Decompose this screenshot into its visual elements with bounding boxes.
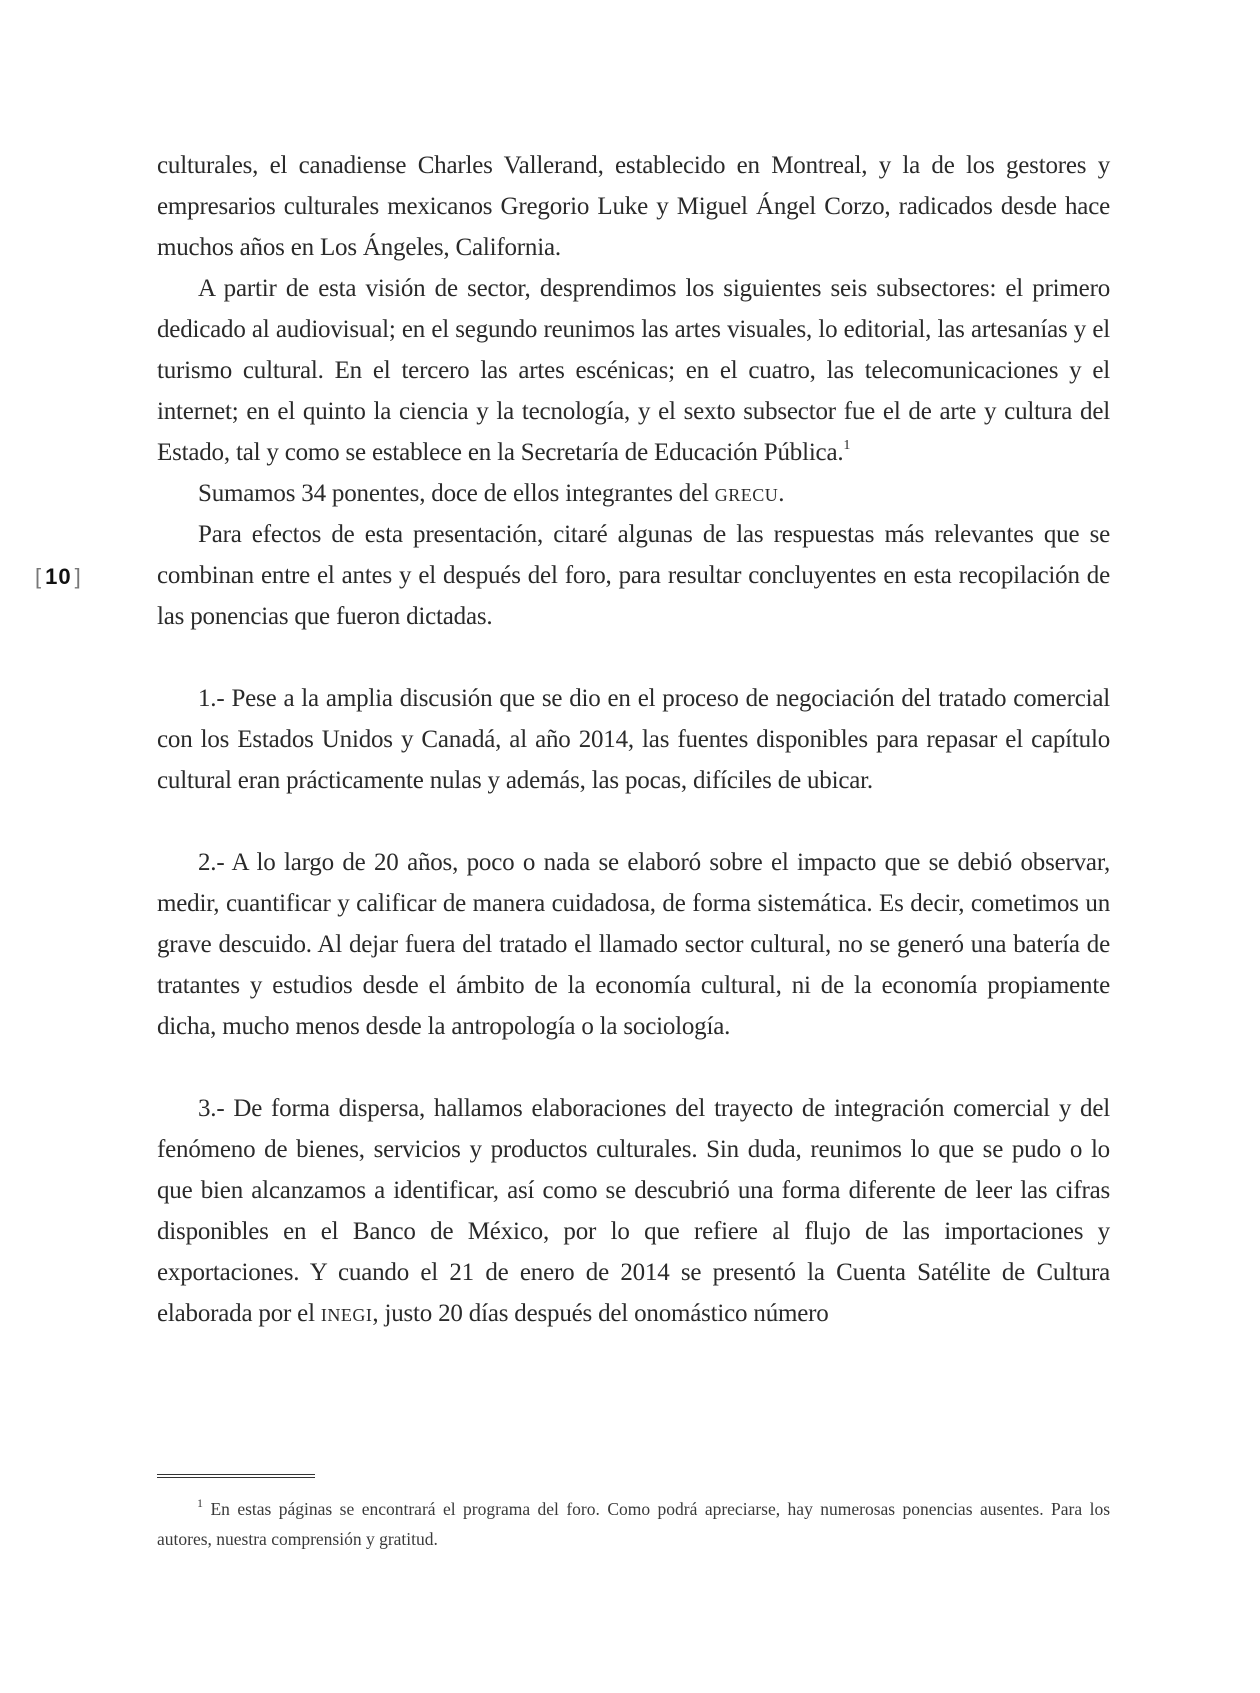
body-text xyxy=(157,145,1110,1334)
paragraph-ponentes xyxy=(157,473,1110,514)
numbered-point-3 xyxy=(157,1088,1110,1334)
numbered-point-1 xyxy=(157,678,1110,801)
page-number-bracket-open: [ xyxy=(35,564,43,589)
footnote-1 xyxy=(157,1494,1110,1554)
acronym-inegi: inegi xyxy=(320,1300,373,1327)
page-number-bracket-close: ] xyxy=(74,564,82,589)
numbered-point-2 xyxy=(157,842,1110,1047)
page-number xyxy=(35,564,82,590)
paragraph-text: 2.- A lo largo de 20 años, poco o nada se elaboró sobre el impacto que se debió observar, medir, cuantificar y calificar de manera cuidadosa, de forma sistemática. Es decir, cometimos un grave descuido. Al dejar fuera del tratado el llamado sector cultural, no se generó una batería de tratantes y estudios desde el ámbito de la economía cultural, ni de la economía propiamente dicha, mucho menos desde la antropología o la sociología. xyxy=(157,849,1110,1040)
paragraph-text: . xyxy=(778,480,785,507)
paragraph-text: , justo 20 días después del onomástico número xyxy=(372,1300,829,1327)
footnote-divider xyxy=(157,1474,315,1478)
paragraph-text: Para efectos de esta presentación, citaré algunas de las respuestas más relevantes que se combinan entre el antes y el después del foro, para resultar concluyentes en esta recopilación de las ponencias que fueron dictadas. xyxy=(157,521,1110,630)
acronym-grecu: grecu xyxy=(714,480,779,507)
paragraph-text: 1.- Pese a la amplia discusión que se dio en el proceso de negociación del tratado comercial con los Estados Unidos y Canadá, al año 2014, las fuentes disponibles para repasar el capítulo cultural eran prácticamente nulas y además, las pocas, difíciles de ubicar. xyxy=(157,685,1110,794)
footnote-marker: 1 xyxy=(197,1496,203,1511)
paragraph-text: 3.- De forma dispersa, hallamos elaboraciones del trayecto de integración comercial y del fenómeno de bienes, servicios y productos culturales. Sin duda, reunimos lo que se pudo o lo que bien alcanzamos a identificar, así como se descubrió una forma diferente de leer las cifras disponibles en el Banco de México, por lo que refiere al flujo de las importaciones y exportaciones. Y cuando el 21 de enero de 2014 se presentó la Cuenta Satélite de Cultura elaborada por el xyxy=(157,1095,1110,1327)
footnote-reference[interactable]: 1 xyxy=(843,437,851,453)
paragraph-subsectors xyxy=(157,268,1110,473)
paragraph-text: culturales, el canadiense Charles Vallerand, establecido en Montreal, y la de los gestores y empresarios culturales mexicanos Gregorio Luke y Miguel Ángel Corzo, radicados desde hace muchos años en Los Ángeles, California. xyxy=(157,152,1110,261)
footnote-text: En estas páginas se encontrará el programa del foro. Como podrá apreciarse, hay numerosas ponencias ausentes. Para los autores, nuestra comprensión y gratitud. xyxy=(157,1499,1111,1549)
paragraph-text: Sumamos 34 ponentes, doce de ellos integrantes del xyxy=(198,480,715,507)
paragraph-continuation xyxy=(157,145,1110,268)
paragraph-text: A partir de esta visión de sector, desprendimos los siguientes seis subsectores: el primero dedicado al audiovisual; en el segundo reunimos las artes visuales, lo editorial, las artesanías y el turismo cultural. En el tercero las artes escénicas; en el cuatro, las telecomunicaciones y el internet; en el quinto la ciencia y la tecnología, y el sexto subsector fue el de arte y cultura del Estado, tal y como se establece en la Secretaría de Educación Pública. xyxy=(157,275,1110,466)
paragraph-presentation xyxy=(157,514,1110,637)
page-number-value: 10 xyxy=(45,564,72,589)
